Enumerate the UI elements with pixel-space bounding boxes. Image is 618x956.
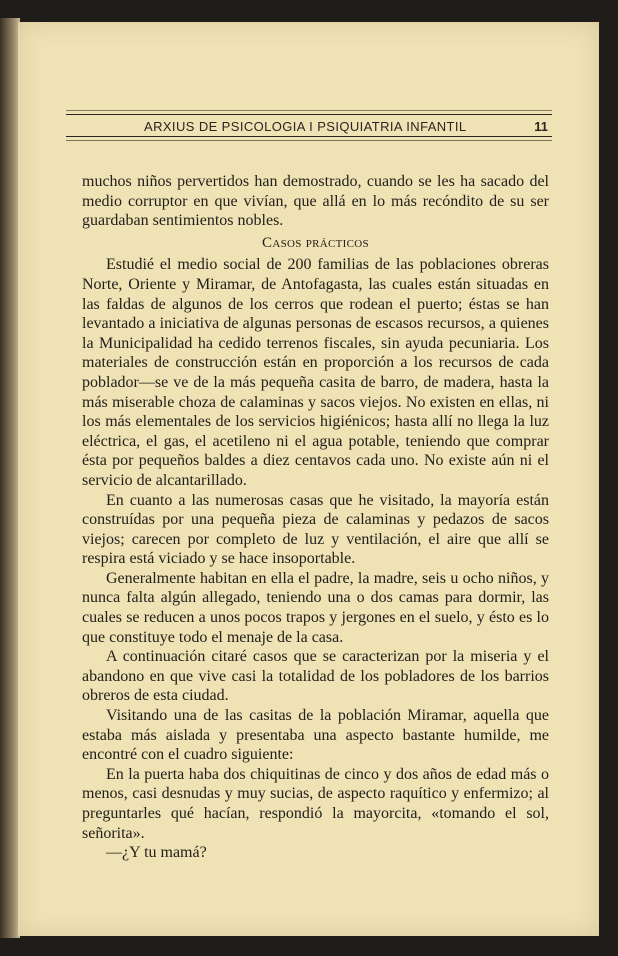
header-rule [66, 140, 552, 141]
paragraph: Estudié el medio social de 200 familias de las poblaciones obreras Norte, Oriente y Miramar, de Antofagasta, las cuales están situadas en las faldas de algunos de los cerros que rodean el puerto; éstas se han levantado a iniciativa de algunas personas de escasos recursos, a quienes la Municipalidad ha cedido terrenos fiscales, sin ayuda pecuniaria. Los materiales de construcción están en proporción a los recursos de cada poblador—se ve de la más pequeña casita de barro, de madera, hasta la más miserable choza de calaminas y sacos viejos. No existen en ellas, ni los más elementales de los servicios higiénicos; hasta allí no llega la luz eléctrica, el gas, el acetileno ni el agua potable, teniendo que comprar ésta por pequeños baldes a diez centavos cada uno. No existe aún ni el servicio de alcantarillado. [82, 256, 549, 489]
paragraph: A continuación citaré casos que se caracterizan por la miseria y el abandono en que vive casi la totalidad de los pobladores de los barrios obreros de esta ciudad. [82, 648, 549, 705]
header-rule [66, 110, 552, 111]
paragraph: En la puerta haba dos chiquitinas de cinco y dos años de edad más o menos, casi desnudas y muy sucias, de aspecto raquítico y enfermizo; al preguntarles qué hacían, respondió la mayorcita, «tomando el sol, señorita». [82, 765, 549, 842]
paragraph: Visitando una de las casitas de la población Miramar, aquella que estaba más aislada y presentaba una aspecto bastante humilde, me encontré con el cuadro siguiente: [82, 707, 549, 764]
paragraph: Generalmente habitan en ella el padre, la madre, seis u ocho niños, y nunca falta algún allegado, teniendo una o dos camas para dormir, las cuales se reducen a unos pocos trapos y jergones en el suelo, y ésto es lo que constituye todo el menaje de la casa. [82, 569, 549, 646]
paragraph: En cuanto a las numerosas casas que he visitado, la mayoría están construídas por una pequeña pieza de calaminas y pedazos de sacos viejos; carecen por completo de luz y ventilación, el aire que allí se respira está viciado y se hace insoportable. [82, 491, 549, 568]
header-rule [66, 114, 552, 115]
paragraph: —¿Y tu mamá? [106, 844, 207, 862]
running-title: ARXIUS DE PSICOLOGIA I PSIQUIATRIA INFANTIL [144, 119, 467, 134]
page-number: 11 [534, 119, 548, 134]
book-spine [0, 18, 20, 938]
body-text [82, 172, 549, 863]
book-page [18, 22, 599, 936]
intro-paragraph: muchos niños pervertidos han demostrado, cuando se les ha sacado del medio corruptor en que vivían, que allá en lo más recóndito de su ser guardaban sentimientos nobles. [82, 173, 549, 230]
running-header [66, 110, 552, 154]
header-rule [66, 136, 552, 137]
section-heading: Casos prácticos [262, 234, 369, 251]
